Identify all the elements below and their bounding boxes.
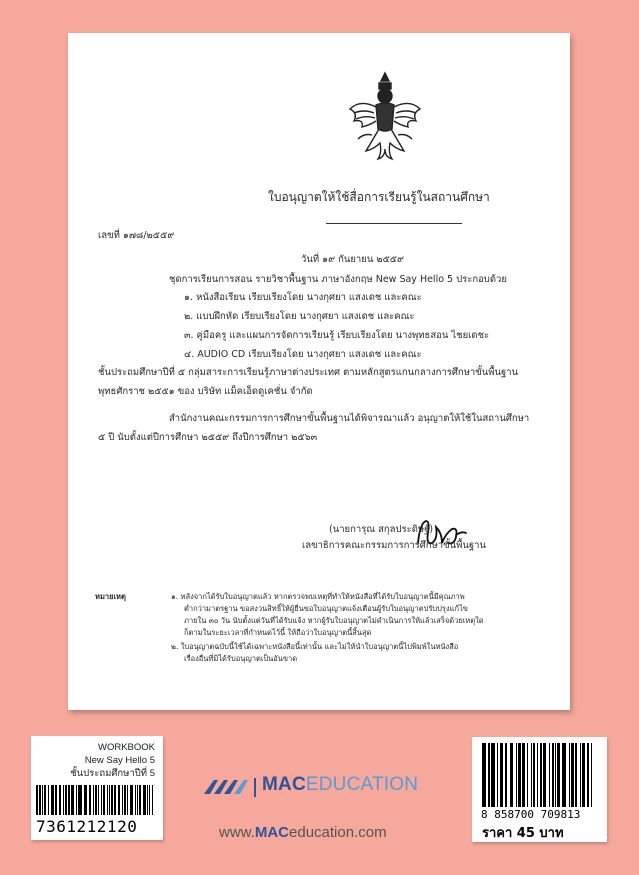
course-intro: ชุดการเรียนการสอน รายวิชาพื้นฐาน ภาษาอังกฤษ New Say Hello 5 ประกอบด้วย	[169, 274, 507, 285]
barcode-bar	[571, 743, 574, 807]
website-prefix: www.	[219, 824, 255, 841]
website-bold: MAC	[254, 824, 290, 841]
note-line: ต่ำกว่ามาตรฐาน ขอสงวนสิทธิ์ให้ผู้ยื่นขอใบอนุญาตแจ้งเตือนผู้รับใบอนุญาตปรับปรุงแก้ไข	[184, 604, 468, 613]
barcode-bar	[122, 785, 123, 815]
barcode-bar	[543, 743, 546, 807]
note-line: ๒. ใบอนุญาตฉบับนี้ใช้ได้เฉพาะหนังสือนี้เท่านั้น และไม่ให้นำใบอนุญาตนี้ไปพิมพ์ในหนังสือ	[171, 642, 459, 651]
product-label-box	[31, 736, 163, 840]
component-item: ๑. หนังสือเรียน เรียบเรียงโดย นางกุศยา แสงเดช และคณะ	[184, 292, 422, 303]
barcode-bar	[531, 743, 532, 807]
barcode-bar	[103, 785, 105, 815]
barcode-bar	[118, 785, 121, 815]
body-line: ชั้นประถมศึกษาปีที่ ๕ กลุ่มสาระการเรียนรู้ภาษาต่างประเทศ ตามหลักสูตรแกนกลางการศึกษาขั้นพื้นฐาน	[98, 367, 519, 378]
body-line: พุทธศักราช ๒๕๕๑ ของ บริษัท แม็คเอ็ดดูเคชั่น จำกัด	[98, 386, 313, 397]
barcode-bar	[533, 743, 534, 807]
barcode-bar	[84, 785, 87, 815]
barcode-bar	[109, 785, 110, 815]
barcode-bar	[537, 743, 538, 807]
price: ราคา 45 บาท	[482, 826, 564, 841]
barcode-bar	[130, 785, 133, 815]
barcode-bar	[39, 785, 41, 815]
barcode-bar	[89, 785, 90, 815]
barcode-bar	[522, 743, 525, 807]
barcode-bar	[497, 743, 498, 807]
website-suffix: education.com	[289, 824, 387, 841]
approval-line: สำนักงานคณะกรรมการการศึกษาขั้นพื้นฐานได้พิจารณาแล้ว อนุญาตให้ใช้ในสถานศึกษา	[169, 413, 530, 424]
barcode-bar	[587, 743, 588, 807]
component-item: ๓. คู่มือครู และแผนการจัดการเรียนรู้ เรียบเรียงโดย นางพุทธสอน ไชยเดชะ	[184, 330, 490, 341]
barcode-bar	[527, 743, 528, 807]
barcode-bar	[143, 785, 146, 815]
letter-title: ใบอนุญาตให้ใช้สื่อการเรียนรู้ในสถานศึกษา	[268, 190, 490, 204]
title-underline	[326, 223, 462, 224]
barcode-bar	[95, 785, 97, 815]
barcode-bar	[93, 785, 94, 815]
license-date: วันที่ ๑๙ กันยายน ๒๕๕๙	[301, 254, 404, 265]
barcode-bar	[137, 785, 139, 815]
barcode-bar	[51, 785, 52, 815]
barcode-bar	[63, 785, 64, 815]
barcode-bar	[555, 743, 556, 807]
barcode-bar	[78, 785, 80, 815]
barcode-bar	[549, 743, 550, 807]
barcode-bar	[591, 743, 592, 807]
barcode-bar	[482, 743, 486, 807]
barcode-bar	[80, 785, 82, 815]
barcode-bar	[114, 785, 116, 815]
barcode-bar	[488, 743, 489, 807]
barcode-bar	[491, 743, 495, 807]
product-grade: ชั้นประถมศึกษาปีที่ 5	[70, 768, 155, 779]
isbn-barcode-number: 8 858700 709813	[481, 808, 581, 821]
barcode-bar	[127, 785, 129, 815]
barcode-bar	[557, 743, 560, 807]
barcode-bar	[65, 785, 67, 815]
note-line: ๑. หลังจากได้รับใบอนุญาตแล้ว หากตรวจพบเหตุที่ทำให้หนังสือที่ได้รับใบอนุญาตนี้มีคุณภาพ	[171, 592, 465, 601]
barcode-bar	[98, 785, 100, 815]
price-label-box	[472, 737, 607, 842]
product-title: New Say Hello 5	[84, 755, 155, 766]
barcode-bar	[107, 785, 108, 815]
component-item: ๒. แบบฝึกหัด เรียบเรียงโดย นางกุศยา แสงเดช และคณะ	[184, 311, 415, 322]
product-barcode-number: 7361212120	[36, 817, 138, 836]
barcode-bar	[569, 743, 570, 807]
barcode-bar	[76, 785, 77, 815]
barcode-bar	[111, 785, 113, 815]
barcode-bar	[52, 785, 54, 815]
barcode-bar	[505, 743, 508, 807]
isbn-barcode	[482, 743, 597, 807]
notes-label: หมายเหตุ	[95, 592, 126, 601]
license-letter	[68, 33, 570, 710]
component-item: ๔. AUDIO CD เรียบเรียงโดย นางกุศยา แสงเดช และคณะ	[184, 349, 422, 360]
barcode-bar	[36, 785, 38, 815]
signer-title: เลขาธิการคณะกรรมการการศึกษาขั้นพื้นฐาน	[302, 540, 486, 551]
barcode-bar	[540, 743, 543, 807]
barcode-bar	[562, 743, 566, 807]
brand-name-bold: MAC	[262, 774, 306, 795]
brand-name-rest: EDUCATION	[305, 774, 419, 795]
note-line: ก็ตามในระยะเวลาที่กำหนดไว้นี้ ให้ถือว่าใบอนุญาตนี้สิ้นสุด	[184, 628, 372, 637]
approval-line: ๕ ปี นับตั้งแต่ปีการศึกษา ๒๕๕๙ ถึงปีการศึกษา ๒๕๖๓	[98, 432, 318, 443]
barcode-bar	[518, 743, 521, 807]
barcode-bar	[575, 743, 578, 807]
barcode-bar	[44, 785, 46, 815]
barcode-bar	[139, 785, 141, 815]
barcode-bar	[101, 785, 102, 815]
barcode-bar	[500, 743, 504, 807]
barcode-bar	[149, 785, 150, 815]
product-barcode	[36, 785, 156, 815]
barcode-bar	[68, 785, 70, 815]
product-type: WORKBOOK	[97, 742, 155, 753]
barcode-bar	[510, 743, 514, 807]
barcode-bar	[71, 785, 74, 815]
garuda-emblem-icon	[346, 69, 424, 163]
barcode-bar	[55, 785, 57, 815]
barcode-bar	[90, 785, 91, 815]
barcode-bar	[135, 785, 136, 815]
website-url	[219, 824, 387, 841]
barcode-bar	[124, 785, 126, 815]
barcode-bar	[48, 785, 49, 815]
license-number: เลขที่ ๑๗๘/๒๕๕๙	[98, 230, 175, 241]
barcode-bar	[152, 785, 153, 815]
note-line: ภายใน ๓๐ วัน นับตั้งแต่วันที่ได้รับแจ้ง หากผู้รับใบอนุญาตไม่ดำเนินการให้แล้วเสร็จด้วยเหตุใด	[184, 616, 484, 625]
brand-name	[262, 774, 418, 796]
barcode-bar	[552, 743, 553, 807]
barcode-bar	[516, 743, 517, 807]
barcode-bar	[42, 785, 43, 815]
barcode-bar	[147, 785, 148, 815]
barcode-bar	[582, 743, 585, 807]
barcode-bar	[59, 785, 62, 815]
barcode-bar	[580, 743, 581, 807]
signer-name: (นายการุณ สกุลประดิษฐ์)	[329, 524, 434, 535]
note-line: เรื่องอื่นที่มิได้รับอนุญาตเป็นอันขาด	[184, 654, 298, 663]
